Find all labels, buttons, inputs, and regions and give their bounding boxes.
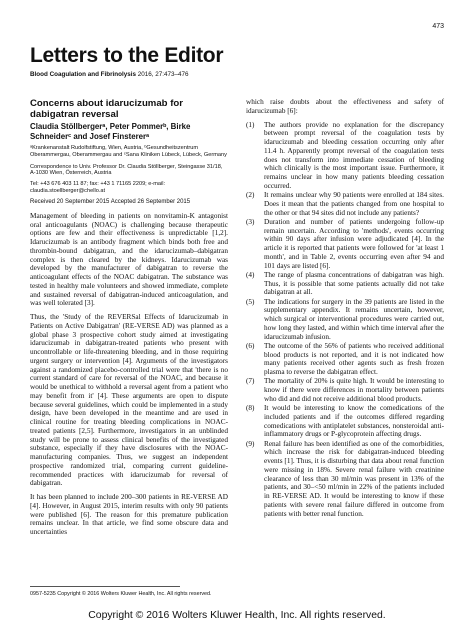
correspondence-address: Correspondence to Univ. Professor Dr. Claudia Stöllberger, Steingasse 31/18, A-1030 Wien, Österreich, Austria <box>30 163 223 177</box>
left-column <box>30 98 228 542</box>
list-item: (1) The authors provide no explanation for the discrepancy between prompt reversal of the coagulation tests by idarucizumab and bleeding cessation occurring only after 11.4 h. Apparently prompt reversal of the coagulation tests does not transform into immediate cessation of bleeding which clinically is the most important issue. Furthermore, it remains unclear in how many patients bleeding cessation occurred. <box>246 120 444 190</box>
copyright-notice: Copyright © 2016 Wolters Kluwer Health, Inc. All rights reserved. <box>88 610 386 621</box>
journal-name: Blood Coagulation and Fibrinolysis <box>30 71 136 78</box>
journal-volume: 2016, 27:473–476 <box>136 71 189 78</box>
author-list: Claudia Stöllbergerᵃ, Peter Pommerᵇ, Birke Schneiderᶜ and Josef Finstererᵃ <box>30 122 191 141</box>
footer-issn: 0957-5235 Copyright © 2016 Wolters Kluwer Health, Inc. All rights reserved. <box>30 591 212 597</box>
body-paragraph: Management of bleeding in patients on nonvitamin-K antagonist oral anticoagulants (NOAC) is challenging because therapeutic options are few and their effectiveness is unpredictable [1,2]. Idarucizumab is an antibody fragment which binds both free and thrombin-bound dabigatran, and the idarucizumab–dabigatran complex is then cleared by the kidneys. Idarucizumab was developed by the manufacturer of dabigatran to reverse the anticoagulant effects of the NOAC dabigatran. The substance was tested in healthy male volunteers and showed immediate, complete and sustained reversal of dabigatran-induced anticoagulation, and was well tolerated [3]. <box>30 211 228 308</box>
list-item: (3) Duration and number of patients undergoing follow-up remain uncertain. According to 'methods', events occurring within 90 days after infusion were adjudicated [4]. In the article it is reported that patients were followed for 'at least 1 month', and in Table 2, events occurring even after 94 and 101 days are listed [6]. <box>246 217 444 270</box>
list-item: (5) The indications for surgery in the 39 patients are listed in the supplementary appendix. It remains uncertain, however, which surgical or interventional procedures were carried out, how long they lasted, and within which time interval after the idarucizumab infusion. <box>246 297 444 341</box>
body-paragraph: which raise doubts about the effectiveness and safety of idarucizumab [6]: <box>246 98 444 115</box>
list-item: (6) The outcome of the 56% of patients who received additional blood products is not reported, and it is not indicated how many patients received other agents such as fresh frozen plasma to reverse the dabigatran effect. <box>246 341 444 376</box>
article-title: Concerns about idarucizumab for dabigatran reversal <box>30 98 183 120</box>
footer-divider <box>30 586 180 587</box>
list-item: (9) Renal failure has been identified as one of the comorbidities, which increase the risk for dabigatran-induced bleeding events [1]. Thus, it is disturbing that data about renal function were missing in 18%. Severe renal failure with creatinine clearance of less than 30 ml/min was present in 13% of the patients, and 30–<50 ml/min in 22% of the patients included in RE-VERSE AD. It would be interesting to know if these patients with severe renal failure differed in outcome from patients with better renal function. <box>246 439 444 518</box>
section-title: Letters to the Editor <box>30 44 224 67</box>
correspondence-contact: Tel: +43 676 403 11 87; fax: +43 1 71165 2209; e-mail: claudia.stoellberger@chello.at <box>30 181 166 194</box>
affiliations: ᵃKrankenanstalt Rudolfstiftung, Wien, Austria, ᵇGesundheitszentrum Oberammergau, Oberammergau and ᶜSana Kliniken Lübeck, Lübeck, Germany <box>30 145 227 158</box>
list-item: (8) It would be interesting to know the comedications of the included patients and if the outcomes differed regarding comedications with antiplatelet substances, nonsteroidal anti-inflammatory drugs or P-glycoprotein affecting drugs. <box>246 404 444 439</box>
page-number: 473 <box>432 23 444 30</box>
body-paragraph: It has been planned to include 200–300 patients in RE-VERSE AD [4]. However, in August 2015, interim results with only 90 patients were published [6]. The reason for this premature publication remains unclear. In that article, we find some obscure data and uncertainties <box>30 493 228 537</box>
right-column <box>246 98 444 519</box>
list-item: (4) The range of plasma concentrations of dabigatran was high. Thus, it is possible that some patients actually did not take dabigatran at all. <box>246 270 444 297</box>
body-paragraph: Thus, the 'Study of the REVERSal Effects of Idarucizumab in Patients on Active Dabigatran' (RE-VERSE AD) was planned as a global phase 3 prospective cohort study aimed at investigating idarucizumab in dabigatran-treated patients who present with uncontrollable or life-threatening bleeding, and in those requiring urgent surgery or intervention [4]. Arguments of the investigators against a randomized placebo-controlled trial were that 'there is no current standard of care for reversal of the NOAC, and because it would be unethical to withhold a reversal agent from a patient who may benefit from it' [4]. These arguments are open to dispute because several guidelines, which could be implemented in a study design, have been developed in the meantime and are used in clinical routine for treating bleeding complications in NOAC-treated patients [2,5]. Furthermore, investigators in an unblinded study will be prone to assess clinical benefits of the investigated substance, especially if they have disclosures with the NOAC-manufacturing companies. Thus, we suggest an independent prospective randomized trial, comparing current guideline-recommended practices with idarucizumab for reversal of dabigatran. <box>30 313 228 488</box>
list-item: (2) It remains unclear why 90 patients were enrolled at 184 sites. Does it mean that the patients changed from one hospital to the other or that 94 sites did not include any patients? <box>246 191 444 217</box>
list-item: (7) The mortality of 20% is quite high. It would be interesting to know if there were differences in mortality between patients who did and did not receive additional blood products. <box>246 377 444 403</box>
received-dates: Received 20 September 2015 Accepted 26 September 2015 <box>30 198 191 205</box>
concern-list <box>246 121 444 519</box>
journal-citation <box>30 71 189 78</box>
